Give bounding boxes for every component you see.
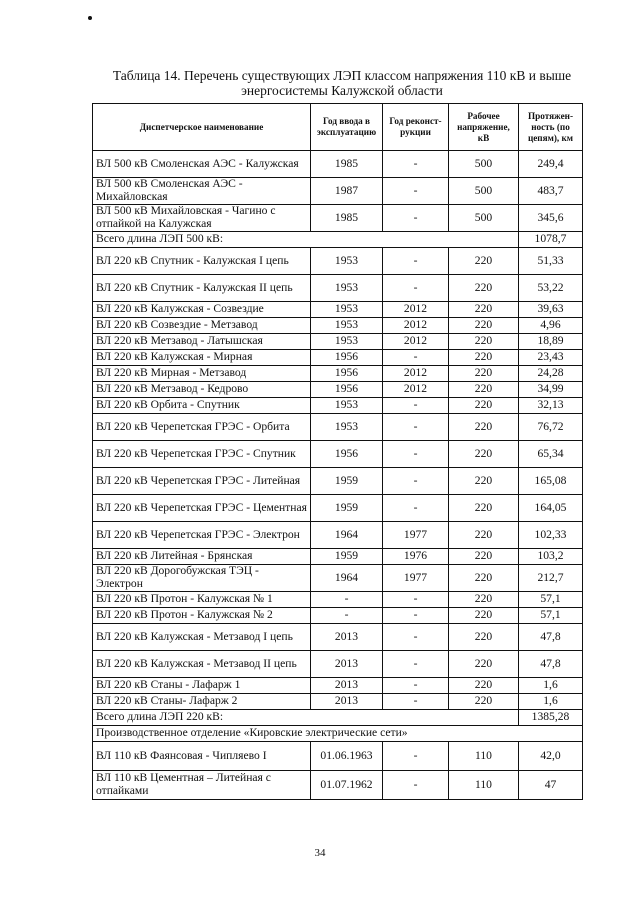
total-label-cell: Всего длина ЛЭП 220 кВ: (93, 710, 519, 726)
table-row (93, 248, 583, 275)
year-commissioned-cell: 2013 (311, 624, 383, 651)
table-row (93, 771, 583, 800)
length-cell: 47 (519, 771, 583, 800)
table-row (93, 678, 583, 694)
year-reconstruction-cell: - (383, 151, 449, 178)
length-cell: 57,1 (519, 592, 583, 608)
voltage-cell: 500 (449, 151, 519, 178)
table-row (93, 318, 583, 334)
caption-line-1: Таблица 14. Перечень существующих ЛЭП классом напряжения 110 кВ и выше (112, 68, 572, 83)
length-cell: 4,96 (519, 318, 583, 334)
year-reconstruction-cell: - (383, 398, 449, 414)
year-reconstruction-cell: 2012 (383, 302, 449, 318)
year-commissioned-cell: - (311, 592, 383, 608)
voltage-cell: 220 (449, 678, 519, 694)
year-reconstruction-cell: - (383, 205, 449, 232)
line-name-cell: ВЛ 220 кВ Спутник - Калужская II цепь (93, 275, 311, 302)
year-commissioned-cell: 1985 (311, 151, 383, 178)
voltage-cell: 220 (449, 248, 519, 275)
total-row (93, 232, 583, 248)
length-cell: 18,89 (519, 334, 583, 350)
length-cell: 1,6 (519, 678, 583, 694)
year-reconstruction-cell: 1976 (383, 549, 449, 565)
table-row (93, 382, 583, 398)
voltage-cell: 220 (449, 366, 519, 382)
header-operating-voltage: Рабочее напряжение, кВ (449, 104, 519, 151)
voltage-cell: 220 (449, 624, 519, 651)
length-cell: 23,43 (519, 350, 583, 366)
table-caption (92, 68, 592, 98)
voltage-cell: 500 (449, 178, 519, 205)
year-commissioned-cell: 1953 (311, 302, 383, 318)
table-row (93, 414, 583, 441)
length-cell: 164,05 (519, 495, 583, 522)
table-row (93, 366, 583, 382)
line-name-cell: ВЛ 220 кВ Протон - Калужская № 2 (93, 608, 311, 624)
line-name-cell: ВЛ 220 кВ Черепетская ГРЭС - Цементная (93, 495, 311, 522)
table-row (93, 742, 583, 771)
line-name-cell: ВЛ 220 кВ Спутник - Калужская I цепь (93, 248, 311, 275)
line-name-cell: ВЛ 110 кВ Цементная – Литейная с отпайками (93, 771, 311, 800)
power-lines-table (92, 103, 583, 800)
header-year-commissioned: Год ввода в эксплуатацию (311, 104, 383, 151)
year-reconstruction-cell: - (383, 275, 449, 302)
length-cell: 32,13 (519, 398, 583, 414)
length-cell: 34,99 (519, 382, 583, 398)
header-length: Протяжен-ность (по цепям), км (519, 104, 583, 151)
year-commissioned-cell: 1956 (311, 382, 383, 398)
voltage-cell: 220 (449, 350, 519, 366)
year-commissioned-cell: 1953 (311, 318, 383, 334)
voltage-cell: 220 (449, 382, 519, 398)
year-reconstruction-cell: 2012 (383, 366, 449, 382)
voltage-cell: 110 (449, 742, 519, 771)
year-reconstruction-cell: - (383, 651, 449, 678)
voltage-cell: 220 (449, 495, 519, 522)
year-reconstruction-cell: - (383, 678, 449, 694)
year-reconstruction-cell: 2012 (383, 318, 449, 334)
voltage-cell: 220 (449, 468, 519, 495)
table-row (93, 178, 583, 205)
line-name-cell: ВЛ 220 кВ Мирная - Метзавод (93, 366, 311, 382)
table-row (93, 624, 583, 651)
voltage-cell: 220 (449, 522, 519, 549)
year-reconstruction-cell: 1977 (383, 522, 449, 549)
length-cell: 53,22 (519, 275, 583, 302)
length-cell: 51,33 (519, 248, 583, 275)
table-row (93, 441, 583, 468)
year-commissioned-cell: 1953 (311, 248, 383, 275)
year-commissioned-cell: 1964 (311, 522, 383, 549)
year-commissioned-cell: 1953 (311, 414, 383, 441)
line-name-cell: ВЛ 220 кВ Метзавод - Латышская (93, 334, 311, 350)
year-reconstruction-cell: - (383, 592, 449, 608)
year-reconstruction-cell: 2012 (383, 334, 449, 350)
voltage-cell: 220 (449, 441, 519, 468)
year-reconstruction-cell: - (383, 694, 449, 710)
section-title-cell: Производственное отделение «Кировские электрические сети» (93, 726, 583, 742)
year-commissioned-cell: 1953 (311, 275, 383, 302)
voltage-cell: 220 (449, 398, 519, 414)
year-reconstruction-cell: - (383, 178, 449, 205)
table-header-row (93, 104, 583, 151)
table-row (93, 608, 583, 624)
voltage-cell: 220 (449, 318, 519, 334)
voltage-cell: 220 (449, 334, 519, 350)
voltage-cell: 220 (449, 651, 519, 678)
length-cell: 103,2 (519, 549, 583, 565)
line-name-cell: ВЛ 220 кВ Калужская - Мирная (93, 350, 311, 366)
table-row (93, 522, 583, 549)
voltage-cell: 220 (449, 549, 519, 565)
year-reconstruction-cell: - (383, 624, 449, 651)
table-row (93, 205, 583, 232)
length-cell: 1,6 (519, 694, 583, 710)
year-reconstruction-cell: - (383, 468, 449, 495)
table-row (93, 651, 583, 678)
line-name-cell: ВЛ 220 кВ Литейная - Брянская (93, 549, 311, 565)
table-row (93, 275, 583, 302)
voltage-cell: 220 (449, 565, 519, 592)
line-name-cell: ВЛ 220 кВ Черепетская ГРЭС - Орбита (93, 414, 311, 441)
line-name-cell: ВЛ 500 кВ Михайловская - Чагино с отпайкой на Калужская (93, 205, 311, 232)
year-commissioned-cell: 1959 (311, 549, 383, 565)
year-reconstruction-cell: - (383, 608, 449, 624)
year-reconstruction-cell: - (383, 350, 449, 366)
year-commissioned-cell: 1956 (311, 366, 383, 382)
header-dispatch-name: Диспетчерское наименование (93, 104, 311, 151)
year-reconstruction-cell: - (383, 414, 449, 441)
length-cell: 165,08 (519, 468, 583, 495)
line-name-cell: ВЛ 220 кВ Станы- Лафарж 2 (93, 694, 311, 710)
voltage-cell: 220 (449, 414, 519, 441)
year-commissioned-cell: 1953 (311, 398, 383, 414)
year-commissioned-cell: 2013 (311, 678, 383, 694)
table-body (93, 151, 583, 800)
length-cell: 39,63 (519, 302, 583, 318)
line-name-cell: ВЛ 220 кВ Калужская - Метзавод I цепь (93, 624, 311, 651)
table-row (93, 350, 583, 366)
year-commissioned-cell: 1964 (311, 565, 383, 592)
voltage-cell: 220 (449, 592, 519, 608)
table-row (93, 398, 583, 414)
length-cell: 345,6 (519, 205, 583, 232)
length-cell: 24,28 (519, 366, 583, 382)
table-row (93, 468, 583, 495)
line-name-cell: ВЛ 220 кВ Орбита - Спутник (93, 398, 311, 414)
year-commissioned-cell: 1985 (311, 205, 383, 232)
line-name-cell: ВЛ 220 кВ Калужская - Метзавод II цепь (93, 651, 311, 678)
line-name-cell: ВЛ 220 кВ Черепетская ГРЭС - Электрон (93, 522, 311, 549)
length-cell: 212,7 (519, 565, 583, 592)
line-name-cell: ВЛ 500 кВ Смоленская АЭС - Калужская (93, 151, 311, 178)
page-number: 34 (314, 847, 326, 859)
table-row (93, 495, 583, 522)
year-commissioned-cell: 2013 (311, 694, 383, 710)
length-cell: 57,1 (519, 608, 583, 624)
table-row (93, 334, 583, 350)
year-commissioned-cell: 1959 (311, 495, 383, 522)
line-name-cell: ВЛ 110 кВ Фаянсовая - Чипляево I (93, 742, 311, 771)
line-name-cell: ВЛ 500 кВ Смоленская АЭС - Михайловская (93, 178, 311, 205)
year-reconstruction-cell: - (383, 495, 449, 522)
length-cell: 47,8 (519, 651, 583, 678)
line-name-cell: ВЛ 220 кВ Калужская - Созвездие (93, 302, 311, 318)
voltage-cell: 500 (449, 205, 519, 232)
line-name-cell: ВЛ 220 кВ Черепетская ГРЭС - Литейная (93, 468, 311, 495)
year-commissioned-cell: 01.07.1962 (311, 771, 383, 800)
voltage-cell: 220 (449, 608, 519, 624)
total-row (93, 710, 583, 726)
year-commissioned-cell: 2013 (311, 651, 383, 678)
line-name-cell: ВЛ 220 кВ Протон - Калужская № 1 (93, 592, 311, 608)
year-reconstruction-cell: - (383, 248, 449, 275)
year-reconstruction-cell: - (383, 441, 449, 468)
table-row (93, 592, 583, 608)
stray-dot-mark (88, 16, 92, 20)
year-commissioned-cell: 1959 (311, 468, 383, 495)
year-reconstruction-cell: 2012 (383, 382, 449, 398)
length-cell: 483,7 (519, 178, 583, 205)
voltage-cell: 220 (449, 694, 519, 710)
voltage-cell: 220 (449, 302, 519, 318)
table-row (93, 549, 583, 565)
length-cell: 42,0 (519, 742, 583, 771)
year-reconstruction-cell: 1977 (383, 565, 449, 592)
length-cell: 102,33 (519, 522, 583, 549)
caption-line-2: энергосистемы Калужской области (241, 83, 443, 98)
length-cell: 76,72 (519, 414, 583, 441)
line-name-cell: ВЛ 220 кВ Станы - Лафарж 1 (93, 678, 311, 694)
total-label-cell: Всего длина ЛЭП 500 кВ: (93, 232, 519, 248)
total-length-cell: 1078,7 (519, 232, 583, 248)
voltage-cell: 220 (449, 275, 519, 302)
year-commissioned-cell: 1953 (311, 334, 383, 350)
year-commissioned-cell: 1987 (311, 178, 383, 205)
year-reconstruction-cell: - (383, 771, 449, 800)
length-cell: 65,34 (519, 441, 583, 468)
year-commissioned-cell: 1956 (311, 441, 383, 468)
year-commissioned-cell: 1956 (311, 350, 383, 366)
table-row (93, 302, 583, 318)
line-name-cell: ВЛ 220 кВ Черепетская ГРЭС - Спутник (93, 441, 311, 468)
total-length-cell: 1385,28 (519, 710, 583, 726)
table-row (93, 694, 583, 710)
year-commissioned-cell: - (311, 608, 383, 624)
length-cell: 249,4 (519, 151, 583, 178)
line-name-cell: ВЛ 220 кВ Дорогобужская ТЭЦ - Электрон (93, 565, 311, 592)
length-cell: 47,8 (519, 624, 583, 651)
line-name-cell: ВЛ 220 кВ Созвездие - Метзавод (93, 318, 311, 334)
year-reconstruction-cell: - (383, 742, 449, 771)
section-row (93, 726, 583, 742)
table-row (93, 151, 583, 178)
header-year-reconstruction: Год реконст-рукции (383, 104, 449, 151)
voltage-cell: 110 (449, 771, 519, 800)
table-row (93, 565, 583, 592)
line-name-cell: ВЛ 220 кВ Метзавод - Кедрово (93, 382, 311, 398)
year-commissioned-cell: 01.06.1963 (311, 742, 383, 771)
